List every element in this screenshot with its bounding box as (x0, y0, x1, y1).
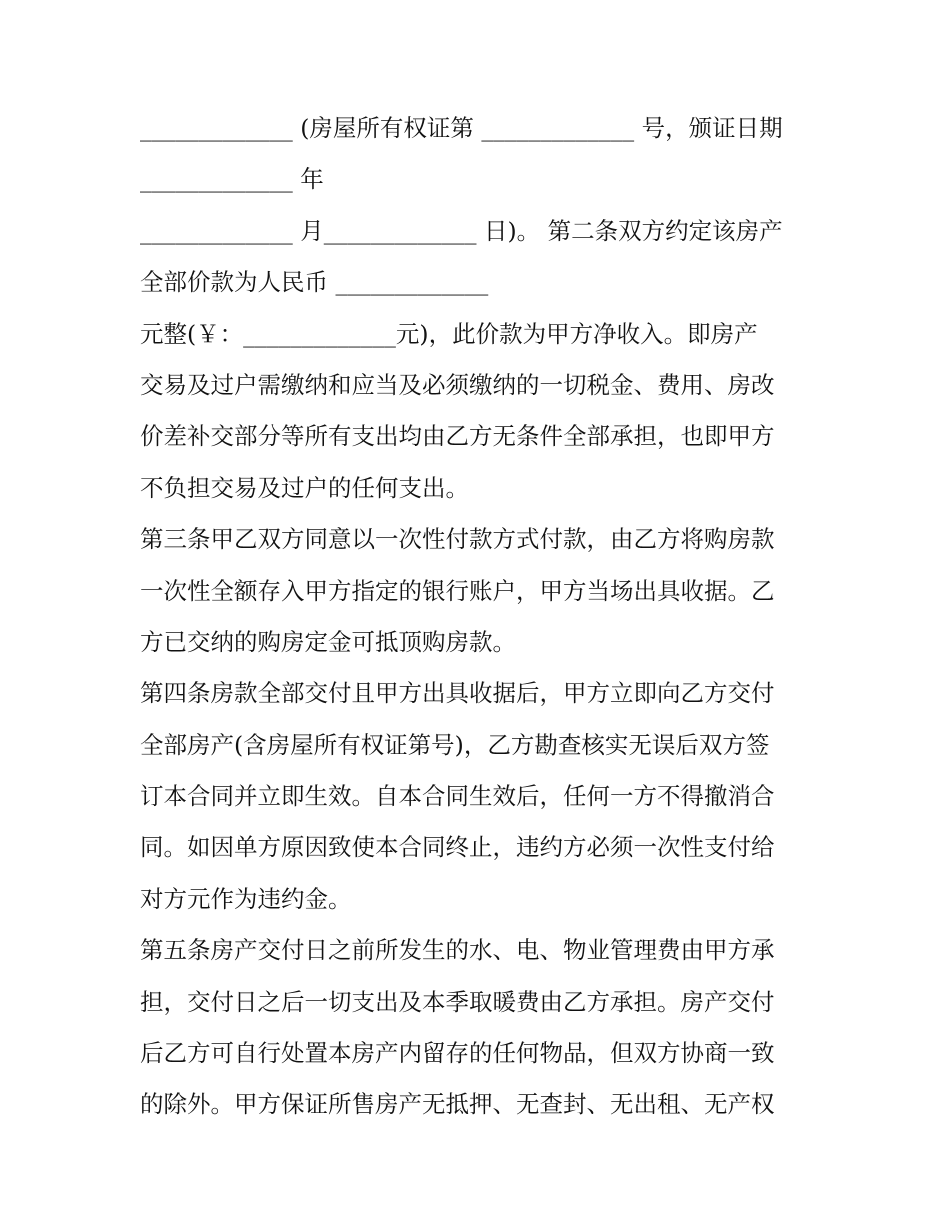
text-line: 元整(￥：_____________元)，此价款为甲方净收入。即房产 (140, 319, 758, 348)
text-line: 的除外。甲方保证所售房产无抵押、无查封、无出租、无产权 (140, 1090, 775, 1119)
text-line: 一次性全额存入甲方指定的银行账户，甲方当场出具收据。乙 (140, 576, 775, 605)
text-line: 全部房产(含房屋所有权证第号)，乙方勘查核实无误后双方签 (140, 730, 770, 759)
text-line: 第四条房款全部交付且甲方出具收据后，甲方立即向乙方交付 (140, 679, 775, 708)
contract-body-text (140, 103, 820, 1131)
text-line: 后乙方可自行处置本房产内留存的任何物品，但双方协商一致 (140, 1039, 775, 1068)
text-line: 担，交付日之后一切支出及本季取暖费由乙方承担。房产交付 (140, 987, 775, 1016)
text-line: 交易及过户需缴纳和应当及必须缴纳的一切税金、费用、房改 (140, 370, 775, 399)
text-line: 第三条甲乙双方同意以一次性付款方式付款，由乙方将购房款 (140, 525, 775, 554)
text-line: 订本合同并立即生效。自本合同生效后，任何一方不得撤消合 (140, 782, 775, 811)
text-line: 方已交纳的购房定金可抵顶购房款。 (140, 627, 516, 656)
text-line: _____________ 月_____________ 日)。 第二条双方约定该房产 (140, 216, 783, 245)
text-line: 全部价款为人民币 _____________ (140, 268, 489, 297)
text-line: 不负担交易及过户的任何支出。 (140, 473, 469, 502)
text-line: 第五条房产交付日之前所发生的水、电、物业管理费由甲方承 (140, 936, 775, 965)
text-line: 价差补交部分等所有支出均由乙方无条件全部承担，也即甲方 (140, 422, 775, 451)
text-line: _____________ 年 (140, 165, 324, 194)
text-line: _____________ (房屋所有权证第 _____________ 号，颁证日期 (140, 114, 783, 142)
text-line: 对方元作为违约金。 (140, 884, 352, 913)
text-line: 同。如因单方原因致使本合同终止，违约方必须一次性支付给 (140, 833, 775, 862)
